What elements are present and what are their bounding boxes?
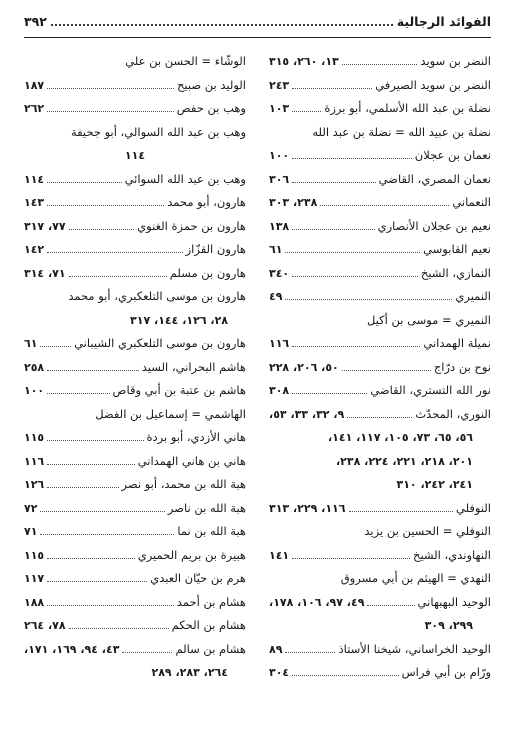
entry-pages: ١١٥ <box>24 548 45 562</box>
entry-name: هارون بن موسى التلعكبري الشيباني <box>74 336 246 350</box>
dot-leader <box>342 58 418 65</box>
index-entry-line <box>24 285 246 309</box>
index-entry-line <box>24 591 246 615</box>
entry-name: الوحيد البهبهاني <box>417 594 491 609</box>
entry-pages: ١٨٨ <box>24 595 45 609</box>
index-entry-line <box>269 144 491 168</box>
entry-pages: ٣٤٠ <box>269 266 290 280</box>
dot-leader <box>292 270 418 277</box>
index-entry-line <box>269 238 491 262</box>
index-entry <box>24 74 246 98</box>
entry-name: ورّام بن أبي فراس <box>401 665 491 679</box>
index-entry-line <box>24 332 246 356</box>
index-entry-line <box>24 403 246 427</box>
entry-name: وهب بن عبد الله السوالي، أبو جحيفة <box>70 124 246 139</box>
entry-name: نضلة بن عبيد الله = نضلة بن عبد الله <box>312 124 491 139</box>
index-entry <box>24 544 246 568</box>
index-entry-line <box>269 74 491 98</box>
dot-leader <box>47 82 174 89</box>
entry-pages-continued: ٢٩٩، ٣٠٩ <box>424 619 473 632</box>
index-entry-line <box>24 191 246 215</box>
entry-pages: ١٤٢ <box>24 243 45 256</box>
entry-pages: ٧٧، ٣١٧ <box>24 219 66 233</box>
index-entry-line <box>269 332 491 356</box>
entry-name: النهاوندي، الشيخ <box>413 547 491 562</box>
entry-pages: ١١٤ <box>24 172 45 186</box>
dot-leader <box>47 364 139 371</box>
dot-leader <box>69 223 135 230</box>
page-header <box>24 10 491 32</box>
entry-name: النعماني <box>452 195 491 209</box>
index-entry <box>24 262 246 286</box>
index-entry-line <box>24 450 246 474</box>
index-entry <box>269 285 491 309</box>
entry-pages: ١٣٨ <box>269 219 290 233</box>
index-entry-line <box>269 215 491 239</box>
entry-pages: ١٣، ٢٦٠، ٣١٥ <box>269 55 339 68</box>
index-entry <box>269 74 491 98</box>
index-entry <box>269 332 491 356</box>
entry-name: النوري، المحدّث <box>415 406 491 421</box>
index-entry-line <box>269 97 491 121</box>
dot-leader <box>69 622 169 629</box>
dot-leader <box>292 82 372 89</box>
entry-pages: ٢٣٨، ٣٠٣ <box>269 196 318 209</box>
entry-pages: ١١٦ <box>269 337 290 350</box>
index-entry-line <box>24 520 246 544</box>
index-entry-line <box>24 614 246 638</box>
entry-name: هرم بن حيّان العبدي <box>150 571 246 585</box>
index-entry <box>269 97 491 121</box>
index-entry <box>24 520 246 544</box>
index-entry <box>24 285 246 332</box>
index-entry-line <box>24 638 246 662</box>
index-entry <box>24 50 246 74</box>
entry-name: النميري = موسى بن أكيل <box>366 312 491 327</box>
entry-name: نعمان بن عجلان <box>414 148 491 162</box>
index-entry <box>24 379 246 403</box>
entry-name: وهب بن عبد الله السوائي <box>124 171 246 186</box>
entry-pages: ٦١ <box>24 337 38 350</box>
index-entry <box>269 403 491 497</box>
entry-pages: ٩، ٣٢، ٣٣، ٥٣، <box>269 407 345 421</box>
index-entry <box>269 497 491 521</box>
index-entry <box>24 97 246 121</box>
index-entry-line <box>269 520 491 544</box>
index-entry <box>24 238 246 262</box>
dot-leader <box>47 246 182 253</box>
entry-pages: ١١٧ <box>24 572 45 585</box>
entry-pages: ٣٠٦ <box>269 172 290 186</box>
index-entry-line <box>269 168 491 192</box>
header-rule <box>24 37 491 38</box>
entry-name: النهدي = الهيثم بن أبي مسروق <box>340 571 491 585</box>
dot-leader <box>47 434 143 441</box>
entry-name: النضر بن سويد <box>420 54 491 68</box>
dot-leader <box>292 387 367 394</box>
entry-name: هارون بن حمزة الغنوي <box>137 218 246 233</box>
index-entry-line <box>24 426 246 450</box>
entry-pages: ٤٩ <box>269 290 283 303</box>
entry-name: هاني بن هاني الهمداني <box>137 453 246 468</box>
entry-pages: ٧١، ٣١٤ <box>24 266 66 280</box>
entry-pages-continued: ١١٤ <box>124 149 146 162</box>
index-entry-line <box>24 121 246 145</box>
index-entry <box>269 661 491 685</box>
index-entry-line <box>269 544 491 568</box>
page-number: ٣٩٢ <box>24 13 47 29</box>
index-entry <box>24 215 246 239</box>
entry-name: الوليد بن صبيح <box>176 77 246 92</box>
dot-leader <box>347 411 412 418</box>
entry-pages: ٦١ <box>269 243 283 256</box>
entry-pages: ٧١ <box>24 525 38 538</box>
entry-name: هارون بن مسلم <box>169 265 246 280</box>
dot-leader <box>292 340 420 347</box>
index-entry <box>24 567 246 591</box>
index-column-left <box>24 50 246 685</box>
index-entry-line <box>24 356 246 380</box>
entry-name: هبة الله بن نما <box>177 524 246 538</box>
entry-name: النميري <box>455 289 491 303</box>
entry-name: هبة الله بن محمد، أبو نصر <box>121 477 246 491</box>
entry-name: نعيم القابوسي <box>423 242 491 256</box>
entry-pages: ١٨٧ <box>24 78 45 92</box>
index-entry <box>24 403 246 427</box>
index-entry <box>269 191 491 215</box>
index-entry <box>24 356 246 380</box>
entry-pages: ٣٠٤ <box>269 666 290 679</box>
dot-leader <box>47 458 135 465</box>
entry-pages: ٢٤٣ <box>269 78 290 92</box>
index-entry <box>24 168 246 192</box>
entry-pages: ١٠٠ <box>269 149 290 162</box>
index-entry <box>269 520 491 544</box>
index-entry-line <box>269 50 491 74</box>
entry-name: نور الله التستري، القاضي <box>370 383 491 397</box>
entry-name: هشام بن أحمد <box>176 594 246 609</box>
entry-pages: ٨٩ <box>269 642 283 656</box>
index-entry <box>269 638 491 662</box>
index-entry-line <box>24 97 246 121</box>
index-entry <box>24 614 246 638</box>
index-entry-line <box>24 238 246 262</box>
dot-leader <box>292 552 410 559</box>
dot-leader <box>47 199 164 206</box>
dot-leader <box>47 552 135 559</box>
entry-name: الوحيد الخراساني، شيخنا الأستاذ <box>338 641 491 656</box>
entry-pages-continued: ٢٦٤، ٢٨٣، ٢٨٩ <box>151 666 228 679</box>
entry-pages: ١١٥ <box>24 431 45 444</box>
index-entry <box>269 309 491 333</box>
entry-pages: ٢٥٨ <box>24 360 45 374</box>
index-entry-line <box>24 50 246 74</box>
dot-leader <box>285 646 335 653</box>
index-entry <box>24 450 246 474</box>
dot-leader <box>367 599 414 606</box>
entry-name: الهاشمي = إسماعيل بن الفضل <box>95 406 246 421</box>
index-entry-line <box>269 379 491 403</box>
dot-leader <box>122 646 172 653</box>
index-entry <box>24 473 246 497</box>
entry-pages: ٢٦٢ <box>24 102 45 115</box>
dot-leader <box>292 669 398 676</box>
index-entry <box>24 121 246 168</box>
index-entry <box>24 591 246 615</box>
entry-pages-continued: ٢٤١، ٢٤٢، ٣١٠ <box>396 478 473 491</box>
index-entry-line <box>269 567 491 591</box>
index-column-right <box>269 50 491 685</box>
dot-leader <box>69 270 167 277</box>
index-entry <box>269 379 491 403</box>
dot-leader <box>349 505 454 512</box>
dot-leader <box>292 176 375 183</box>
index-entry-line <box>269 191 491 215</box>
header-dot-leader <box>51 16 393 26</box>
entry-pages-continued: ٢٨، ١٢٦، ١٤٤، ٣١٧ <box>130 313 228 327</box>
book-title: الفوائد الرجالية <box>396 13 491 29</box>
entry-name: نضلة بن عبد الله الأسلمي، أبو برزة <box>324 101 491 115</box>
entry-name: هاشم البحراني، السيد <box>141 359 246 374</box>
entry-pages: ٣٠٨ <box>269 384 290 397</box>
dot-leader <box>47 176 121 183</box>
entry-pages: ١٢٦ <box>24 478 45 491</box>
dot-leader <box>40 340 71 347</box>
dot-leader <box>47 387 109 394</box>
index-entry-line <box>24 379 246 403</box>
entry-name: نميلة الهمداني <box>423 336 491 350</box>
index-entry <box>269 238 491 262</box>
entry-pages: ١٤٣ <box>24 196 45 209</box>
index-entry-line <box>24 262 246 286</box>
index-entry-line <box>269 121 491 145</box>
dot-leader <box>292 105 321 112</box>
entry-name: هشام بن الحكم <box>171 618 246 632</box>
entry-name: وهب بن حفص <box>176 101 246 115</box>
index-entry <box>269 144 491 168</box>
entry-name: النضر بن سويد الصيرفي <box>375 77 491 92</box>
index-entry <box>269 567 491 591</box>
dot-leader <box>292 223 374 230</box>
index-entry <box>24 332 246 356</box>
entry-name: نعيم بن عجلان الأنصاري <box>377 218 491 233</box>
dot-leader <box>285 246 420 253</box>
entry-name: هارون، أبو محمد <box>167 195 246 209</box>
entry-pages: ١١٦ <box>24 454 45 468</box>
entry-name: نعمان المصري، القاضي <box>378 171 491 186</box>
index-entry-line <box>269 356 491 380</box>
index-entry-line <box>269 638 491 662</box>
entry-name: النمازي، الشيخ <box>420 265 491 280</box>
dot-leader <box>292 152 412 159</box>
index-entry <box>269 262 491 286</box>
entry-name: هبيرة بن بريم الحميري <box>137 547 246 562</box>
entry-pages-continued: ٥٦، ٦٥، ٧٣، ١٠٥، ١١٧، ١٤١، <box>327 431 473 444</box>
index-entry-line <box>269 497 491 521</box>
index-entry-line <box>24 497 246 521</box>
index-entry-line <box>269 403 491 427</box>
entry-name: نوح بن درّاج <box>433 359 491 374</box>
dot-leader <box>47 105 174 112</box>
index-entry <box>24 191 246 215</box>
index-entry <box>269 121 491 145</box>
entry-name: الوشّاء = الحسن بن علي <box>125 54 246 68</box>
index-entry-line <box>24 567 246 591</box>
dot-leader <box>342 364 431 371</box>
index-entry-line <box>269 661 491 685</box>
index-entry-line <box>24 168 246 192</box>
entry-pages: ١٠٠ <box>24 384 45 397</box>
entry-name: هاشم بن عتبة بن أبي وقاص <box>112 383 246 397</box>
entry-pages: ٥٠، ٢٠٦، ٢٢٨ <box>269 360 339 374</box>
index-entry <box>269 215 491 239</box>
entry-pages: ٧٢ <box>24 501 38 515</box>
index-entry <box>269 168 491 192</box>
index-entry <box>24 426 246 450</box>
entry-pages-continued: ٢٠١، ٢١٨، ٢٢١، ٢٢٤، ٢٣٨، <box>335 454 473 468</box>
index-entry-line <box>24 544 246 568</box>
index-entry <box>269 544 491 568</box>
dot-leader <box>40 528 174 535</box>
index-entry-line <box>269 285 491 309</box>
entry-pages: ٧٨، ٢٦٤ <box>24 619 66 632</box>
entry-pages: ١١٦، ٢٢٩، ٣١٣ <box>269 501 346 515</box>
entry-pages: ١٤١ <box>269 548 290 562</box>
dot-leader <box>40 505 164 512</box>
entry-name: هاني الأزدي، أبو بردة <box>146 430 246 444</box>
index-entry <box>24 638 246 685</box>
index-entry-line <box>24 74 246 98</box>
index-entry <box>269 591 491 638</box>
dot-leader <box>47 599 174 606</box>
entry-name: النوفلي = الحسين بن يزيد <box>364 524 491 538</box>
index-entry-line <box>269 262 491 286</box>
index-entry <box>269 356 491 380</box>
entry-name: هبة الله بن ناصر <box>167 500 246 515</box>
entry-name: هارون القزّاز <box>185 242 246 256</box>
entry-name: هشام بن سالم <box>175 641 246 656</box>
entry-pages: ٤٣، ٩٤، ١٦٩، ١٧١، <box>24 642 120 656</box>
index-entry <box>24 497 246 521</box>
index-entry <box>269 50 491 74</box>
index-entry-line <box>24 473 246 497</box>
index-entry-line <box>24 215 246 239</box>
entry-pages: ٤٩، ٩٧، ١٠٦، ١٧٨، <box>269 595 365 609</box>
index-entry-line <box>269 591 491 615</box>
dot-leader <box>285 293 452 300</box>
entry-pages: ١٠٣ <box>269 102 290 115</box>
index-entry-line <box>269 309 491 333</box>
dot-leader <box>320 199 449 206</box>
entry-name: هارون بن موسى التلعكبري، أبو محمد <box>68 289 246 303</box>
dot-leader <box>47 481 118 488</box>
entry-name: النوفلي <box>456 500 491 515</box>
dot-leader <box>47 575 147 582</box>
